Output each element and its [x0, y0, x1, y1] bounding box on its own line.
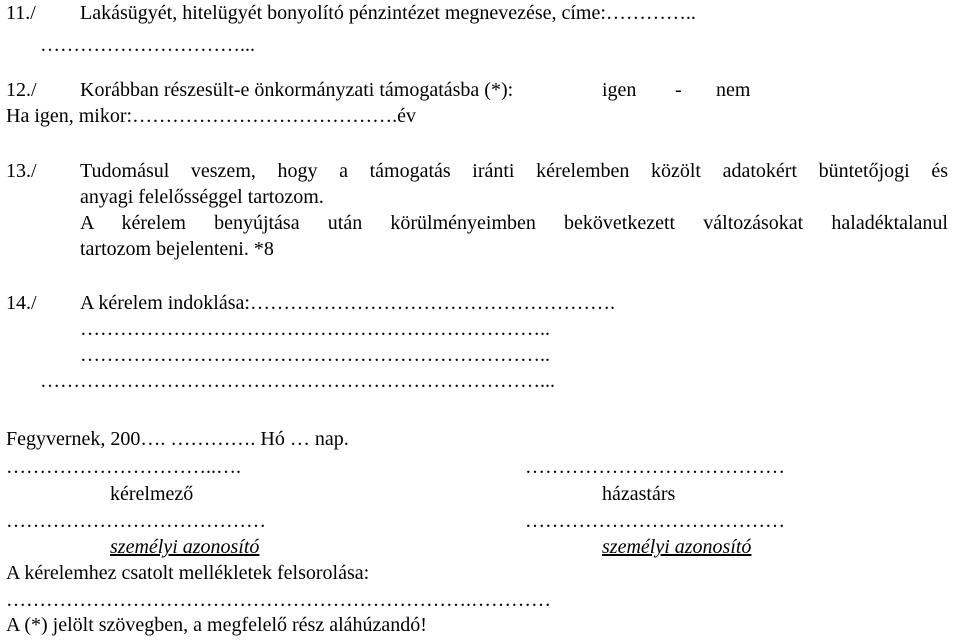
item-12-no: nem	[716, 79, 751, 101]
item-13-line-4: tartozom bejelenteni. *8	[80, 238, 274, 260]
item-11-text: Lakásügyét, hitelügyét bonyolító pénzintézet megnevezése, címe:…………..	[80, 2, 696, 24]
spouse-signature-dots: …………………………………	[525, 456, 785, 478]
applicant-id-label: személyi azonosító	[110, 536, 260, 558]
applicant-id-dots: …………………………………	[6, 510, 266, 532]
item-13-line-1: Tudomásul veszem, hogy a támogatás iránti kérelemben közölt adatokért büntetőjogi és	[80, 160, 948, 182]
spouse-label: házastárs	[602, 483, 676, 505]
item-12-dash: -	[675, 79, 682, 101]
attachments-dots: …………………………………………………………….…………	[6, 589, 551, 611]
item-12-when: Ha igen, mikor:………………………………….év	[6, 105, 416, 127]
spouse-id-dots: …………………………………	[525, 510, 785, 532]
item-14-number: 14./	[6, 292, 37, 314]
spouse-id-label: személyi azonosító	[602, 536, 752, 558]
item-11-number: 11./	[6, 2, 36, 24]
item-13-line-2: anyagi felelősséggel tartozom.	[80, 186, 324, 208]
applicant-signature-dots: …………………………..….	[6, 456, 241, 478]
item-14-dots-1: ……………………………………………………………..	[80, 318, 550, 340]
item-12-number: 12./	[6, 79, 37, 101]
item-14-text: A kérelem indoklása:……………………………………………….	[80, 292, 615, 314]
item-12-yes: igen	[602, 79, 637, 101]
footnote: A (*) jelölt szövegben, a megfelelő rész aláhúzandó!	[6, 614, 427, 636]
item-13-number: 13./	[6, 160, 37, 182]
place-date-line: Fegyvernek, 200…. …………. Hó … nap.	[6, 428, 349, 450]
item-13-line-3: A kérelem benyújtása után körülményeimben bekövetkezett változásokat haladéktalanul	[80, 212, 948, 234]
item-14-dots-3: …………………………………………………………………...	[40, 370, 555, 392]
item-14-dots-2: ……………………………………………………………..	[80, 344, 550, 366]
item-12-text: Korábban részesült-e önkormányzati támogatásba (*):	[80, 79, 514, 101]
attachments-label: A kérelemhez csatolt mellékletek felsorolása:	[6, 562, 370, 584]
item-11-dots: …………………………...	[40, 34, 255, 56]
applicant-label: kérelmező	[110, 483, 194, 505]
